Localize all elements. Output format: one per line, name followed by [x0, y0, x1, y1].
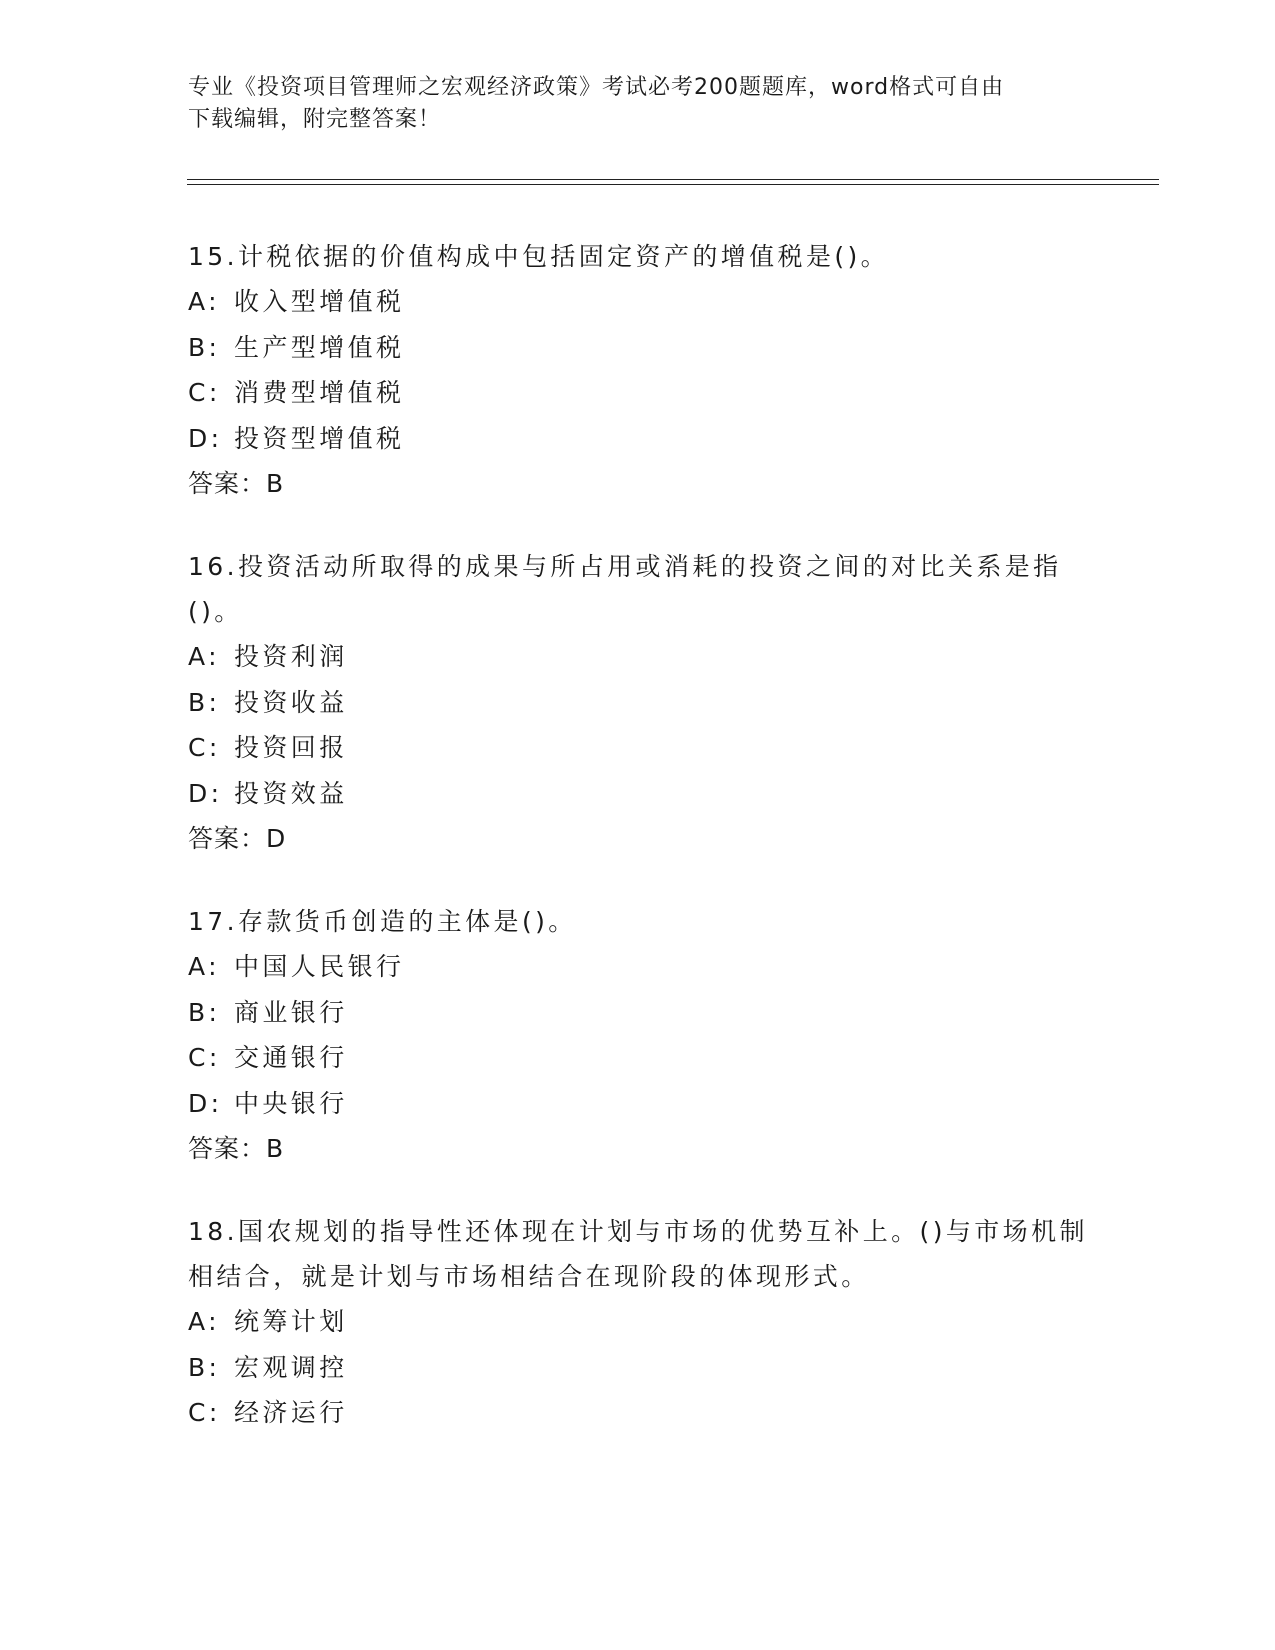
option-c [188, 1035, 1088, 1081]
header-divider-top [187, 179, 1159, 180]
option-letter: C: [188, 733, 221, 762]
option-letter: D: [188, 1088, 223, 1118]
option-letter: B: [188, 1352, 221, 1382]
option-letter: C: [188, 1398, 221, 1427]
option-text: 中国人民银行 [234, 952, 405, 981]
header-line-2: 下载编辑，附完整答案！ [188, 107, 442, 132]
document-header [188, 72, 1088, 136]
option-text: 商业银行 [234, 997, 348, 1027]
question-text: 18.国农规划的指导性还体现在计划与市场的优势互补上。()与市场机制相结合，就是计划与市场相结合在现阶段的体现形式。 [188, 1217, 1088, 1291]
option-a [188, 944, 1088, 990]
option-letter: C: [188, 378, 221, 407]
option-text: 消费型增值税 [234, 378, 405, 407]
option-b [188, 680, 1088, 726]
option-b [188, 990, 1088, 1036]
option-text: 中央银行 [234, 1088, 348, 1118]
option-b [188, 325, 1088, 371]
option-letter: B: [188, 687, 221, 717]
option-letter: A: [188, 287, 220, 316]
question-text: 17.存款货币创造的主体是()。 [188, 907, 577, 936]
option-text: 交通银行 [234, 1043, 348, 1072]
header-line-1: 专业《投资项目管理师之宏观经济政策》考试必考200题题库，word格式可自由 [188, 75, 1005, 100]
option-d [188, 416, 1088, 462]
option-letter: C: [188, 1043, 221, 1072]
option-a [188, 634, 1088, 680]
option-letter: A: [188, 1307, 220, 1336]
answer-line: 答案：D [188, 824, 287, 853]
option-text: 投资收益 [234, 687, 348, 717]
question-list [188, 234, 1088, 1474]
option-text: 投资利润 [234, 642, 348, 671]
option-letter: B: [188, 997, 221, 1027]
question-18 [188, 1209, 1088, 1436]
option-text: 生产型增值税 [234, 332, 405, 362]
option-letter: D: [188, 423, 223, 453]
question-15 [188, 234, 1088, 506]
question-text: 15.计税依据的价值构成中包括固定资产的增值税是()。 [188, 242, 890, 271]
option-a [188, 1299, 1088, 1345]
option-text: 收入型增值税 [234, 287, 405, 316]
option-text: 投资型增值税 [234, 423, 405, 453]
question-17 [188, 899, 1088, 1171]
option-d [188, 771, 1088, 817]
option-letter: B: [188, 332, 221, 362]
option-text: 投资效益 [234, 778, 348, 808]
option-text: 宏观调控 [234, 1352, 348, 1382]
option-d [188, 1081, 1088, 1127]
option-text: 投资回报 [234, 733, 348, 762]
option-text: 统筹计划 [234, 1307, 348, 1336]
option-c [188, 725, 1088, 771]
option-c [188, 370, 1088, 416]
option-c [188, 1390, 1088, 1436]
option-letter: A: [188, 642, 220, 671]
option-text: 经济运行 [234, 1398, 348, 1427]
option-letter: A: [188, 952, 220, 981]
answer-line: 答案：B [188, 469, 285, 498]
option-b [188, 1345, 1088, 1391]
question-16 [188, 544, 1088, 861]
header-divider-bottom [187, 184, 1159, 185]
option-a [188, 279, 1088, 325]
answer-line: 答案：B [188, 1134, 285, 1163]
option-letter: D: [188, 778, 223, 808]
question-text: 16.投资活动所取得的成果与所占用或消耗的投资之间的对比关系是指()。 [188, 552, 1062, 626]
